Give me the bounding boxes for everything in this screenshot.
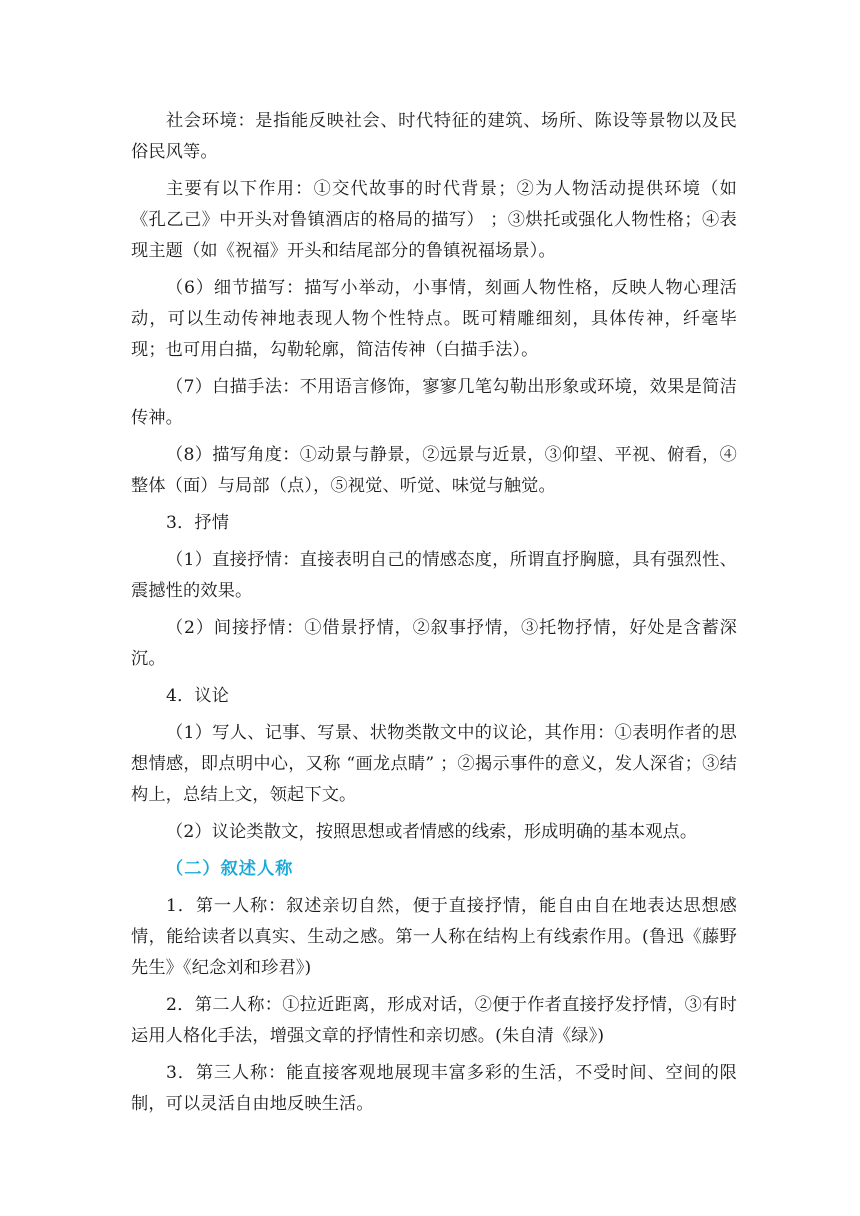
paragraph-second-person: 2．第二人称：①拉近距离，形成对话，②便于作者直接抒发抒情，③有时运用人格化手法，增强文章的抒情性和亲切感。(朱自清《绿》) — [131, 995, 737, 1046]
section-title-lyric: 3．抒情 — [166, 513, 230, 533]
document-body — [131, 106, 737, 1126]
paragraph-detail-description: （6）细节描写：描写小举动，小事情，刻画人物性格，反映人物心理活动，可以生动传神地表现人物个性特点。既可精雕细刻，具体传神，纤毫毕现；也可用白描，勾勒轮廓，简洁传神（白描手法）。 — [131, 278, 737, 360]
section-heading-narrative-person: （二）叙述人称 — [166, 859, 294, 879]
section-title-argument: 4．议论 — [166, 686, 230, 706]
paragraph-first-person: 1．第一人称：叙述亲切自然，便于直接抒情，能自由自在地表达思想感情，能给读者以真实、生动之感。第一人称在结构上有线索作用。(鲁迅《藤野先生》《纪念刘和珍君》) — [131, 896, 737, 978]
paragraph-description-angle: （8）描写角度：①动景与静景，②远景与近景，③仰望、平视、俯看，④整体（面）与局部（点），⑤视觉、听觉、味觉与触觉。 — [131, 445, 737, 496]
paragraph-direct-lyric: （1）直接抒情：直接表明自己的情感态度，所谓直抒胸臆，具有强烈性、震撼性的效果。 — [131, 550, 737, 601]
paragraph-argument-essay: （2）议论类散文，按照思想或者情感的线索，形成明确的基本观点。 — [166, 822, 698, 842]
paragraph-third-person: 3．第三人称：能直接客观地展现丰富多彩的生活，不受时间、空间的限制，可以灵活自由地反映生活。 — [131, 1063, 737, 1114]
paragraph-indirect-lyric: （2）间接抒情：①借景抒情，②叙事抒情，③托物抒情，好处是含蓄深沉。 — [131, 618, 737, 669]
paragraph-line-drawing: （7）白描手法：不用语言修饰，寥寥几笔勾勒出形象或环境，效果是简洁传神。 — [131, 377, 737, 428]
paragraph-social-environment: 社会环境：是指能反映社会、时代特征的建筑、场所、陈设等景物以及民俗民风等。 — [131, 111, 737, 162]
paragraph-functions: 主要有以下作用：①交代故事的时代背景；②为人物活动提供环境（如《孔乙己》中开头对鲁镇酒店的格局的描写） ；③烘托或强化人物性格；④表现主题（如《祝福》开头和结尾部分的鲁镇祝福场景）。 — [131, 179, 737, 261]
paragraph-argument-function: （1）写人、记事、写景、状物类散文中的议论，其作用：①表明作者的思想情感，即点明中心，又称 “画龙点睛” ；②揭示事件的意义，发人深省；③结构上，总结上文，领起下文。 — [131, 723, 737, 805]
